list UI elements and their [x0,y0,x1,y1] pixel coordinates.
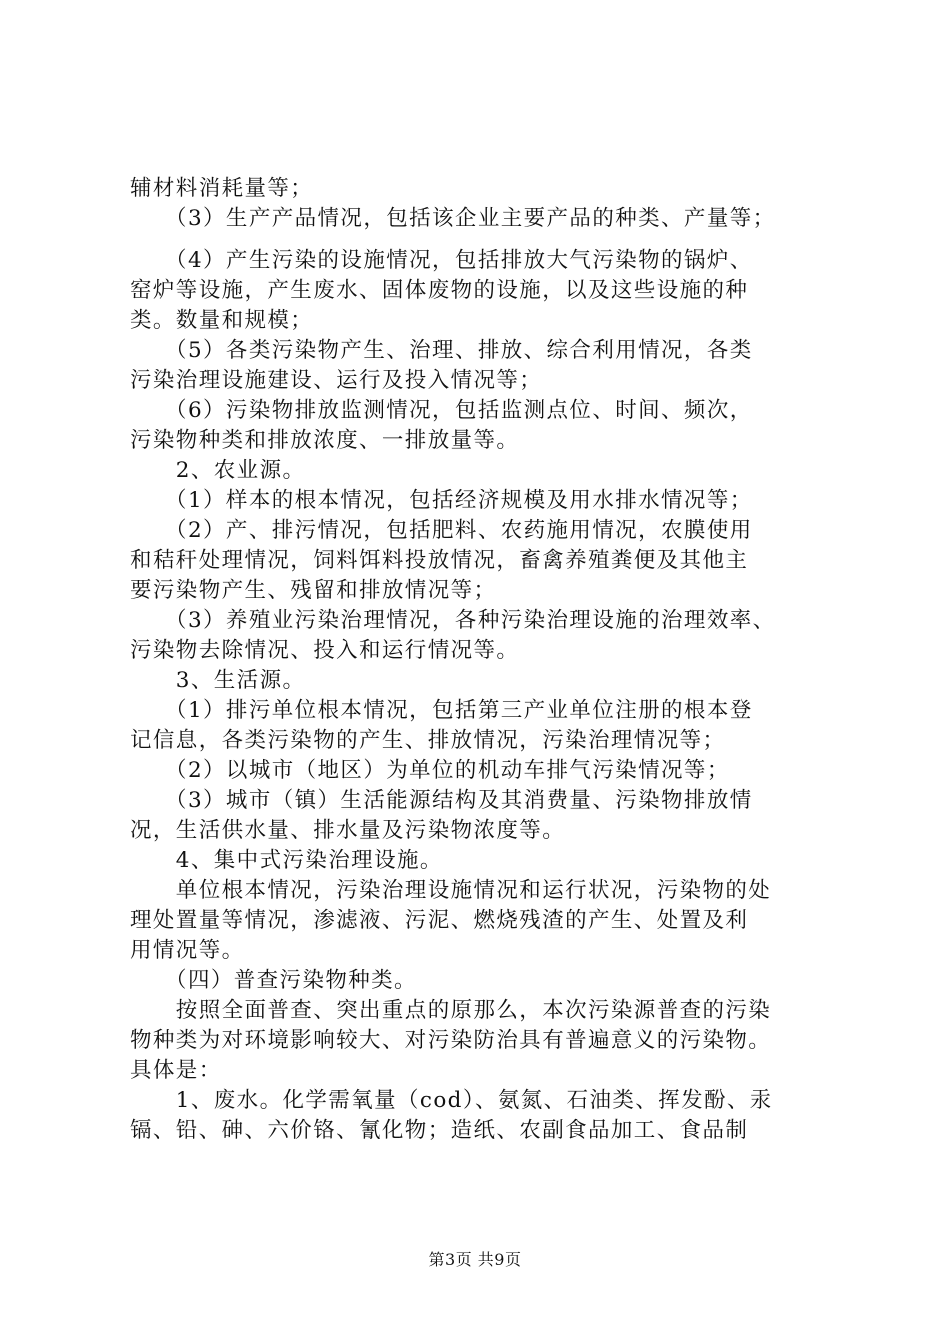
text-line: 单位根本情况，污染治理设施情况和运行状况，污染物的处 [130,878,772,903]
text-line: 况，生活供水量、排水量及污染物浓度等。 [130,818,566,843]
text-line: 要污染物产生、残留和排放情况等； [130,578,497,603]
text-line: 理处置量等情况，渗滤液、污泥、燃烧残渣的产生、处置及利 [130,908,749,933]
text-line: （3）养殖业污染治理情况，各种污染治理设施的治理效率、 [130,608,776,633]
text-line: （1）排污单位根本情况，包括第三产业单位注册的根本登 [130,698,753,723]
text-line: 物种类为对环境影响较大、对污染防治具有普遍意义的污染物。 [130,1028,772,1053]
text-line: 污染治理设施建设、运行及投入情况等； [130,368,543,393]
text-line: 用情况等。 [130,938,245,963]
text-line: （4）产生污染的设施情况，包括排放大气污染物的锅炉、 [130,248,753,273]
text-line: （5）各类污染物产生、治理、排放、综合利用情况，各类 [130,338,753,363]
text-line: 窑炉等设施，产生废水、固体废物的设施，以及这些设施的种 [130,278,749,303]
text-line: （2）产、排污情况，包括肥料、农药施用情况，农膜使用 [130,518,753,543]
page-number-footer: 第3页 共9页 [428,1250,522,1269]
text-line: 4、集中式污染治理设施。 [130,848,443,873]
text-line: （1）样本的根本情况，包括经济规模及用水排水情况等； [130,488,753,513]
text-line: 具体是： [130,1058,222,1083]
text-line: 辅材料消耗量等； [130,176,314,201]
text-line: 镉、铅、砷、六价铬、氰化物；造纸、农副食品加工、食品制 [130,1118,749,1143]
text-line: 污染物种类和排放浓度、一排放量等。 [130,428,520,453]
document-body [130,174,830,1146]
text-line: 和秸秆处理情况，饲料饵料投放情况，畜禽养殖粪便及其他主 [130,548,749,573]
text-line: （3）城市（镇）生活能源结构及其消费量、污染物排放情 [130,788,753,813]
text-line: 按照全面普查、突出重点的原那么，本次污染源普查的污染 [130,998,772,1023]
paragraph-gap [130,234,830,246]
text-line: 1、废水。化学需氧量（cod）、氨氮、石油类、挥发酚、汞 [130,1088,773,1113]
text-line: （3）生产产品情况，包括该企业主要产品的种类、产量等； [130,206,776,231]
text-line: 污染物去除情况、投入和运行情况等。 [130,638,520,663]
text-line: 2、农业源。 [130,458,306,483]
text-line: （2）以城市（地区）为单位的机动车排气污染情况等； [130,758,730,783]
text-line: 类。数量和规模； [130,308,314,333]
text-line: （四）普查污染物种类。 [130,968,417,993]
text-line: 记信息，各类污染物的产生、排放情况，污染治理情况等； [130,728,726,753]
text-line: （6）污染物排放监测情况，包括监测点位、时间、频次， [130,398,753,423]
text-line: 3、生活源。 [130,668,306,693]
